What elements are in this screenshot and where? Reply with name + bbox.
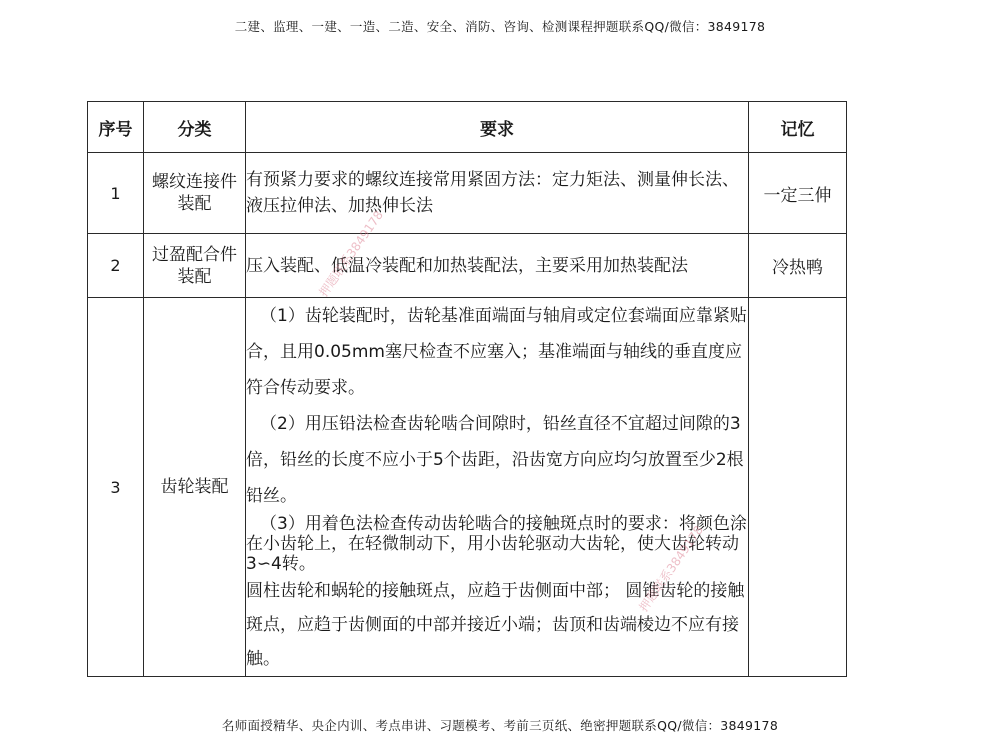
row-category: 齿轮装配 (144, 298, 246, 677)
requirement-paragraph: （1）齿轮装配时，齿轮基准面端面与轴肩或定位套端面应靠紧贴合，且用0.05mm塞尺检查不应塞入；基准端面与轴线的垂直度应符合传动要求。 (246, 306, 747, 398)
header-requirement: 要求 (246, 102, 749, 153)
requirement-paragraph: 圆柱齿轮和蜗轮的接触斑点，应趋于齿侧面中部； 圆锥齿轮的接触斑点，应趋于齿侧面的中部并接近小端；齿顶和齿端棱边不应有接触。 (246, 581, 745, 669)
table-header-row (88, 102, 847, 153)
row-requirement: 压入装配、低温冷装配和加热装配法，主要采用加热装配法 (246, 234, 749, 298)
page-footer-text: 名师面授精华、央企内训、考点串讲、习题模考、考前三页纸、绝密押题联系QQ/微信：3849178 (221, 718, 779, 733)
row-memory (749, 298, 847, 677)
row-category: 过盈配合件装配 (144, 234, 246, 298)
requirement-paragraph: （3）用着色法检查传动齿轮啮合的接触斑点时的要求：将颜色涂在小齿轮上，在轻微制动下，用小齿轮驱动大齿轮，使大齿轮转动3∽4转。 (246, 514, 747, 574)
header-memory: 记忆 (749, 102, 847, 153)
row-category: 螺纹连接件装配 (144, 153, 246, 234)
row-requirement (246, 298, 749, 677)
table-row (88, 298, 847, 677)
row-memory: 冷热鸭 (749, 234, 847, 298)
table-row (88, 153, 847, 234)
header-number: 序号 (88, 102, 144, 153)
row-requirement: 有预紧力要求的螺纹连接常用紧固方法：定力矩法、测量伸长法、液压拉伸法、加热伸长法 (246, 153, 749, 234)
requirement-paragraph: （2）用压铅法检查齿轮啮合间隙时，铅丝直径不宜超过间隙的3倍，铅丝的长度不应小于5个齿距，沿齿宽方向应均匀放置至少2根铅丝。 (246, 414, 744, 506)
row-number: 1 (88, 153, 144, 234)
watermark: 押题联系3849178 (636, 523, 706, 615)
row-memory: 一定三伸 (749, 153, 847, 234)
watermark: 押题联系3849178 (316, 208, 386, 300)
content-table (87, 101, 847, 677)
row-number: 3 (88, 298, 144, 677)
header-category: 分类 (144, 102, 246, 153)
table-row (88, 234, 847, 298)
page-header-text: 二建、监理、一建、一造、二造、安全、消防、咨询、检测课程押题联系QQ/微信：3849178 (234, 19, 766, 34)
row-number: 2 (88, 234, 144, 298)
